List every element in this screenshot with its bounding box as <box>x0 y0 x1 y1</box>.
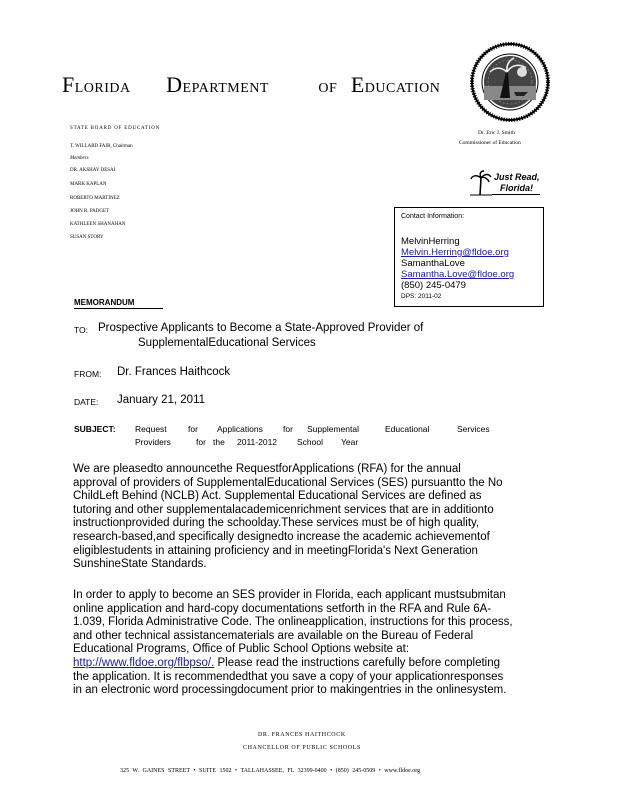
palm-tree-icon <box>470 170 492 196</box>
board-chair: T. WILLARD FAIR, Chairman <box>70 144 133 149</box>
contact-label: Contact Information: <box>401 213 465 220</box>
signer-title: CHANCELLOR OF PUBLIC SCHOOLS <box>243 745 361 751</box>
subject-word: for <box>188 424 198 434</box>
contact-name: SamanthaLove <box>401 258 465 269</box>
footer-address: 325 W. GAINES STREET • SUITE 1502 • TALLAHASSEE, FL 32399-0400 • (850) 245-0509 • www.fldoe.org <box>120 768 421 774</box>
subject-word: for <box>196 437 206 447</box>
to-label: TO: <box>74 325 89 335</box>
signer-name: DR. FRANCES HAITHCOCK <box>258 732 346 738</box>
commissioner-name: Dr. Eric J. Smith <box>478 130 515 136</box>
just-read-florida-logo: Just Read, Florida! <box>470 170 542 198</box>
subject-word: Supplemental <box>307 424 359 434</box>
memorandum-heading: MEMORANDUM <box>74 298 135 307</box>
subject-word: the <box>213 437 225 447</box>
contact-information-box <box>394 207 544 307</box>
subject-word: for <box>283 424 293 434</box>
commissioner-title: Commissioner of Education <box>459 140 521 146</box>
department-title: FLORIDA DEPARTMENT OF EDUCATION <box>62 72 441 97</box>
subject-word: School <box>297 437 323 447</box>
state-seal-icon <box>470 42 550 122</box>
subject-word: Year <box>341 437 359 447</box>
subject-word: Applications <box>217 424 263 434</box>
subject-word: Educational <box>385 424 430 434</box>
board-heading: STATE BOARD OF EDUCATION <box>70 126 161 131</box>
website-link[interactable]: http://www.fldoe.org/flbpso/. <box>73 656 215 669</box>
subject-word: 2011-2012 <box>237 437 278 447</box>
board-member: ROBERTO MARTINEZ <box>70 196 120 201</box>
contact-email-link[interactable]: Melvin.Herring@fldoe.org <box>401 247 509 258</box>
from-value: Dr. Frances Haithcock <box>117 366 231 378</box>
contact-phone: (850) 245-0479 <box>401 280 466 291</box>
body-paragraph: In order to apply to become an SES provider in Florida, each applicant mustsubmitan online application and hard-copy documentations setforth in the RFA and Rule 6A- 1.039, Florida Administrative Code. The onlineapplication, instructions for this process, and other technical assistancematerials are available on the Bureau of Federal Educational Programs, Office of Public School Options website at: http://www.fldoe.org/flbpso/. Please read the instructions carefully before completing the application. It is recommendedthat you save a copy of your applicationresponses in an electronic word processingdocument prior to makingentries in the onlinesystem. <box>73 589 513 697</box>
board-members-label: Members <box>70 156 89 161</box>
date-label: DATE: <box>74 397 99 407</box>
contact-email-link[interactable]: Samantha.Love@fldoe.org <box>401 269 515 280</box>
board-member: KATHLEEN SHANAHAN <box>70 222 126 227</box>
memorandum-underline <box>74 308 163 309</box>
date-value: January 21, 2011 <box>117 394 206 406</box>
subject-word: Providers <box>135 437 171 447</box>
subject-word: Services <box>457 424 490 434</box>
to-line: Prospective Applicants to Become a State-Approved Provider of <box>98 322 424 334</box>
contact-name: MelvinHerring <box>401 236 460 247</box>
subject-label: SUBJECT: <box>74 424 116 434</box>
from-label: FROM: <box>74 369 102 379</box>
board-member: MARK KAPLAN <box>70 182 107 187</box>
body-paragraph: We are pleasedto announcethe RequestforApplications (RFA) for the annual approval of providers of SupplementalEducational Services (SES) pursuantto the No ChildLeft Behind (NCLB) Act. Supplemental Educational Services are defined as tutoring and other supplementalacademicenrichment services that are in additionto instructionprovided during the schoolday.These services must be of high quality, research-based,and specifically designedto increase the academic achievementof eligiblestudents in attaining proficiency and in meetingFlorida's Next Generation SunshineState Standards. <box>73 463 503 571</box>
dps-number: DPS: 2011-02 <box>401 293 442 300</box>
board-member: JOHN R. PADGET <box>70 209 110 214</box>
board-member: SUSAN STORY <box>70 235 104 240</box>
to-line: SupplementalEducational Services <box>138 337 316 349</box>
subject-word: Request <box>135 424 167 434</box>
board-member: DR. AKSHAY DESAI <box>70 168 116 173</box>
